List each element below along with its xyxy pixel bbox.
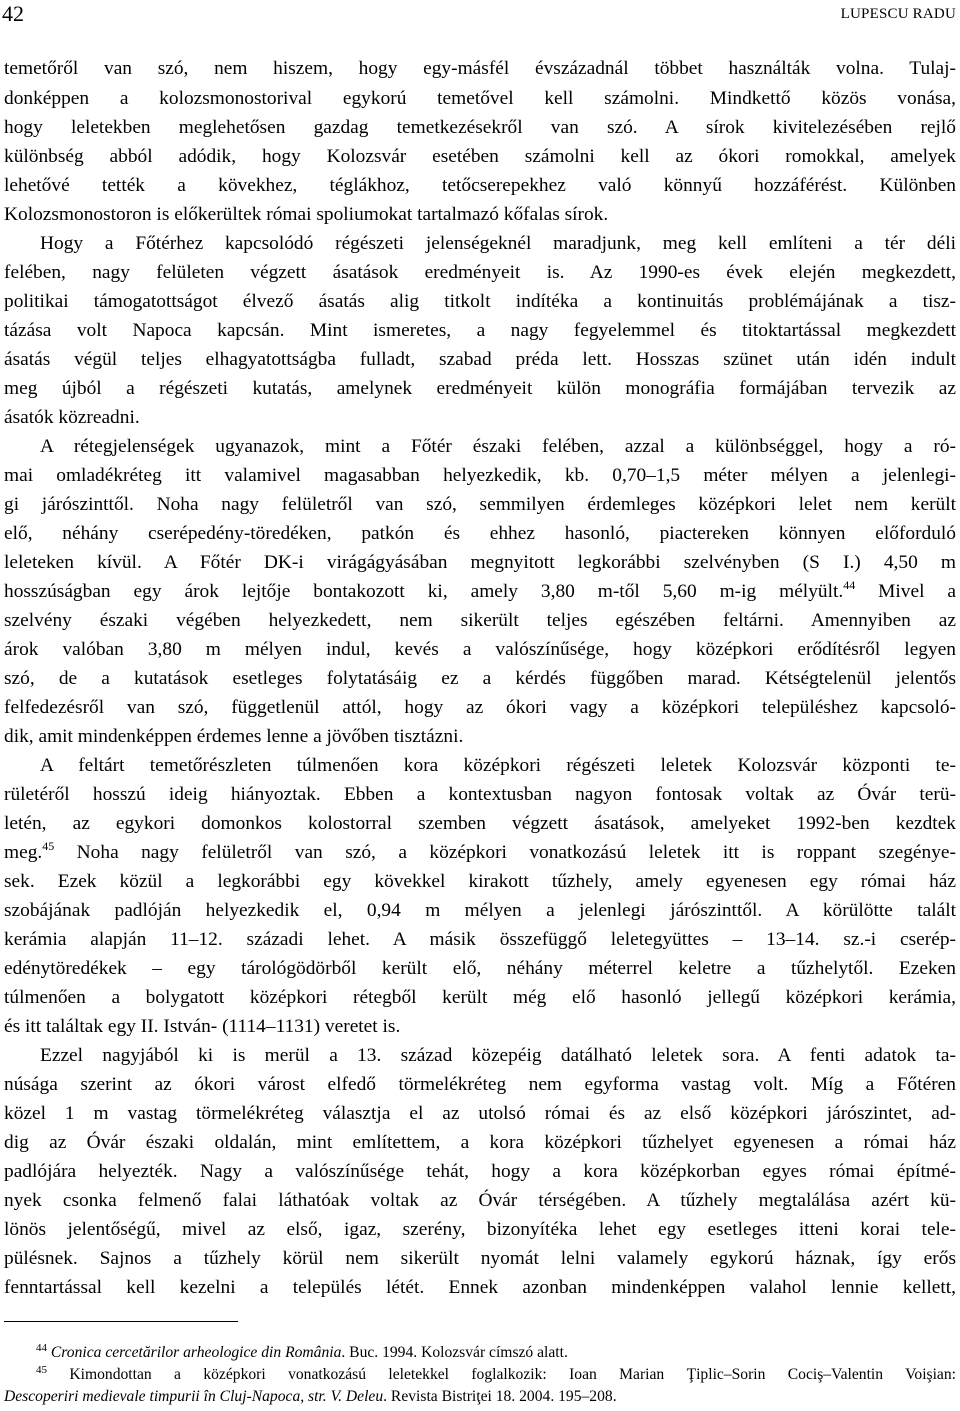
text-line: temetőről van szó, nem hiszem, hogy egy-másfél évszázadnál többet használták volna. Tulaj- [4, 58, 956, 79]
text-line: árok valóban 3,80 m mélyen indul, kevés a valószínűsége, hogy középkori erődítésről legyen [4, 639, 956, 660]
footnote-45-continued [4, 1387, 956, 1407]
text-line: elő, néhány cserépedény-töredéken, patkón és ehhez hasonló, piactereken könnyen előforduló [4, 523, 956, 544]
footnote-number: 44 [36, 1342, 47, 1354]
running-head: LUPESCU RADU [840, 6, 956, 22]
text-segment: Mivel a [855, 581, 957, 602]
footnote-title: Descoperiri medievale timpurii în Cluj-Napoca, str. V. Deleu [4, 1388, 384, 1405]
text-line: leleteken kívül. A Főtér DK-i virágágyásában megnyitott legkorábbi szelvényben (S I.) 4,50 m [4, 552, 956, 573]
footnote-44 [36, 1343, 956, 1363]
text-line [4, 579, 956, 605]
text-line: sek. Ezek közül a legkorábbi egy kövekkel kirakott tűzhely, amely egyenesen egy római ház [4, 871, 956, 892]
text-line: felfedezésről van szó, függetlenül attól, hogy az ókori vagy a középkori településhez kapcsoló- [4, 697, 956, 718]
text-line: fenntartással kell kezelni a település létét. Ennek azonban mindenképpen valahol lennie kellett, [4, 1277, 956, 1298]
footnote-ref-45[interactable]: 45 [42, 839, 55, 853]
text-line: tázása volt Napoca kapcsán. Mint ismeretes, a nagy fegyelemmel és titoktartással megkezdett [4, 320, 956, 341]
text-line: szó, de a kutatások esetleges folytatásáig ez a kérdés függőben marad. Kétségtelenül jelentős [4, 668, 956, 689]
text-line: A rétegjelenségek ugyanazok, mint a Főtér északi felében, azzal a különbséggel, hogy a ró- [40, 436, 956, 457]
text-line: politikai támogatottságot élvező ásatás alig titkolt indítéka a kontinuitás problémájának a tisz- [4, 291, 956, 312]
text-line: meg újból a régészeti kutatás, amelynek eredményeit külön monográfia formájában tervezik az [4, 378, 956, 399]
footnote-title: Cronica cercetărilor arheologice din România [50, 1344, 342, 1361]
text-line: szelvény északi végében helyezkedett, nem sikerült teljes egészében feltárni. Amennyiben az [4, 610, 956, 631]
text-line: pülésnek. Sajnos a tűzhely körül nem sikerült nyomát lelni valamely egykorú háznak, így erős [4, 1248, 956, 1269]
text-line: dik, amit mindenképpen érdemes lenne a jövőben tisztázni. [4, 726, 464, 747]
footnote-divider [4, 1321, 238, 1322]
text-line: A feltárt temetőrészleten túlmenően kora középkori régészeti leletek Kolozsvár központi te- [40, 755, 956, 776]
footnote-text: . Revista Bistriţei 18. 2004. 195–208. [383, 1388, 617, 1405]
text-line: rületéről hosszú ideig hiányoztak. Ebben a kontextusban nagyon fontosak voltak az Óvár terü- [4, 784, 956, 805]
footnote-45 [36, 1365, 956, 1385]
text-line [4, 840, 956, 866]
text-line: felében, nagy felületen végzett ásatások eredményeit is. Az 1990-es évek elején megkezdett, [4, 262, 956, 283]
text-line: kerámia alapján 11–12. századi lehet. A másik összefüggő leletegyüttes – 13–14. sz.-i cserép- [4, 929, 956, 950]
text-segment: hosszúságban egy árok lejtője bontakozott ki, amely 3,80 m-től 5,60 m-ig mélyült. [4, 581, 844, 602]
text-line: ásatás végül teljes elhagyatottságba fulladt, szabad préda lett. Hosszas szünet után idén indult [4, 349, 956, 370]
text-line: nyek csonka felmenő falai láthatóak voltak az Óvár térségében. A tűzhely megtalálása azért kü- [4, 1190, 956, 1211]
text-segment: Noha nagy felületről van szó, a középkori vonatkozású leletek itt is roppant szegénye- [54, 842, 956, 863]
page-number: 42 [2, 1, 24, 26]
text-line: donképpen a kolozsmonostorival egykorú temetővel kell számolni. Mindkettő közös vonása, [4, 88, 956, 109]
text-line: túlmenően a bolygatott középkori rétegből került még elő hasonló jellegű középkori kerámia, [4, 987, 956, 1008]
text-line: padlójára helyezték. Nagy a valószínűsége tehát, hogy a kora középkorban egyes római építmé- [4, 1161, 956, 1182]
footnote-text: . Buc. 1994. Kolozsvár címszó alatt. [341, 1344, 568, 1361]
text-line: lönös jelentőségű, mivel az első, igaz, szerény, bizonyítéka lehet egy esetleges itteni korai tele- [4, 1219, 956, 1240]
footnote-number: 45 [36, 1364, 47, 1376]
text-line: Ezzel nagyjából ki is merül a 13. század közepéig datálható leletek sora. A fenti adatok ta- [40, 1045, 956, 1066]
text-line: lehetővé tették a kövekhez, téglákhoz, tetőcserepekhez való könnyű hozzáférést. Különben [4, 175, 956, 196]
text-line: núsága szerint az ókori várost elfedő törmelékréteg nem egyforma vastag volt. Míg a Főtéren [4, 1074, 956, 1095]
text-line: szobájának padlóján helyezkedik el, 0,94 m mélyen a jelenlegi járószinttől. A körülötte talált [4, 900, 956, 921]
text-line: ásatók közreadni. [4, 407, 140, 428]
text-line: Kolozsmonostoron is előkerültek római spoliumokat tartalmazó kőfalas sírok. [4, 204, 609, 225]
text-line: gi járószinttől. Noha nagy felületről van szó, semmilyen érdemleges középkori lelet nem került [4, 494, 956, 515]
text-line: és itt találtak egy II. István- (1114–1131) veretet is. [4, 1016, 401, 1037]
text-line: különbség abból adódik, hogy Kolozsvár esetében számolni kell az ókori romokkal, amelyek [4, 146, 956, 167]
text-line: Hogy a Főtérhez kapcsolódó régészeti jelenségeknél maradjunk, meg kell említeni a tér déli [40, 233, 956, 254]
text-line: mai omladékréteg itt valamivel magasabban helyezkedik, kb. 0,70–1,5 méter mélyen a jelenlegi- [4, 465, 956, 486]
footnote-ref-44[interactable]: 44 [843, 578, 856, 592]
text-line: dig az Óvár északi oldalán, mint említettem, a kora középkori tűzhelyet egyenesen a római ház [4, 1132, 956, 1153]
footnote-text: Kimondottan a középkori vonatkozású leletekkel foglalkozik: Ioan Marian Ţiplic–Sorin Cociş–Valentin Voişian: [69, 1366, 956, 1383]
text-line: közel 1 m vastag törmelékréteg választja el az utolsó római és az első középkori járószintet, ad- [4, 1103, 956, 1124]
text-line: hogy leletekben meglehetősen gazdag temetkezésekről van szó. A sírok kivitelezésében rejlő [4, 117, 956, 138]
text-line: edénytöredékek – egy tárológödörből került elő, néhány méterrel keletre a tűzhelytől. Ezeken [4, 958, 956, 979]
text-segment: meg. [4, 842, 43, 863]
text-line: letén, az egykori domonkos kolostorral szemben végzett ásatások, amelyeket 1992-ben kezdtek [4, 813, 956, 834]
